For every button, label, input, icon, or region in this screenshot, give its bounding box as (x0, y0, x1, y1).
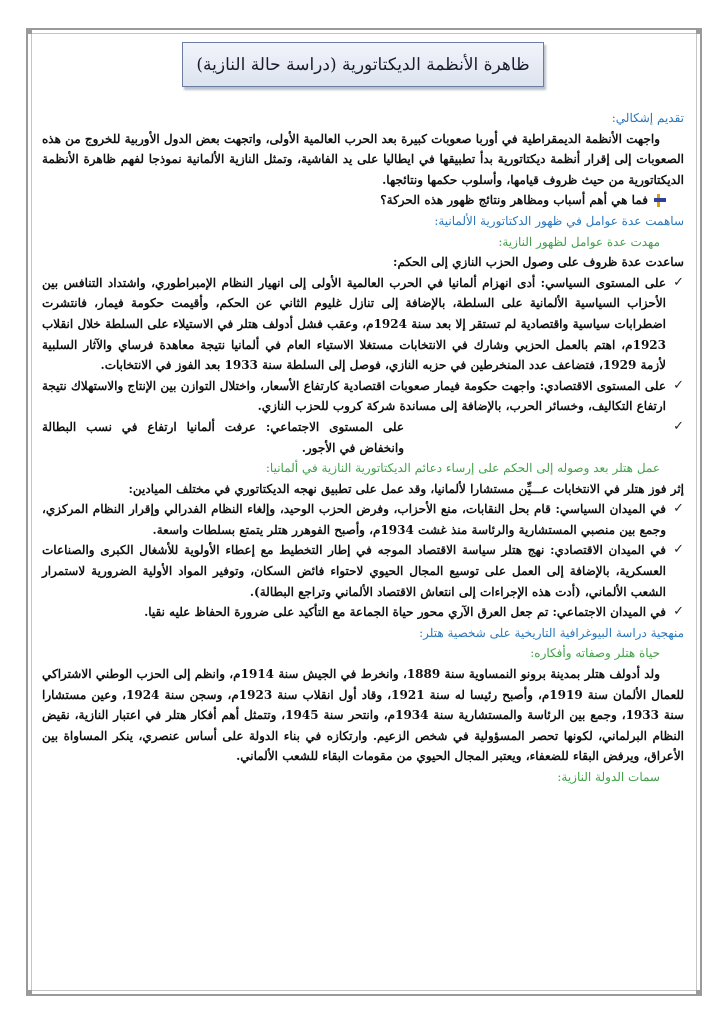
checklist-item: ✓ على المستوى الاقتصادي: واجهت حكومة فيمار صعوبات اقتصادية كارتفاع الأسعار، واختلال التوازن بين الإنتاج والاستهلاك نتيجة ارتفاع التكاليف، وخسائر الحرب، بالإضافة إلى مساندة شركة كروب للحزب النازي. (42, 376, 684, 417)
frame-corner (696, 990, 702, 996)
section1-sub1-lead: ساعدت عدة ظروف على وصول الحزب النازي إلى الحكم: (393, 255, 684, 270)
section1-sub2-lead: إثر فوز هتلر في الانتخابات عـــيِّن مستشارا لألمانيا، وقد عمل على تطبيق نهجه الديكتاتوري في مختلف الميادين: (128, 481, 684, 496)
frame-corner (26, 990, 32, 996)
intro-question (42, 190, 684, 211)
section1-sub1-heading: مهدت عدة عوامل لظهور النازية: (498, 234, 660, 249)
frame-corner (26, 28, 32, 34)
checklist-item: ✓ في الميدان الاجتماعي: تم جعل العرق الآري محور حياة الجماعة مع التأكيد على ضرورة الحفاظ عليه نقيا. (42, 602, 684, 623)
section2-heading: منهجية دراسة البيوغرافية التاريخية على شخصية هتلر: (419, 625, 684, 640)
pin-icon (654, 194, 666, 207)
checklist-item: ✓ في الميدان الاقتصادي: نهج هتلر سياسة الاقتصاد الموجه في إطار التخطيط مع إعطاء الأولوية للأشغال الكبرى والصناعات العسكرية، بالإضافة إلى العمل على توسيع المجال الحيوي لاحتواء فائض السكان، وتوفير المواد الأولية الضرورية لاستمرار الشعب الألماني، (أدت هذه الإجراءات إلى انتعاش الاقتصاد الألماني وتراجع البطالة). (42, 540, 684, 602)
intro-heading: تقديم إشكالي: (611, 111, 684, 125)
biography-paragraph: ولد أدولف هتلر بمدينة برونو النمساوية سنة 1889، وانخرط في الجيش سنة 1914م، وانظم إلى الحزب الوطني الاشتراكي للعمال الألمان سنة 1919م، وأصبح رئيسا له سنة 1921، وقاد أول انقلاب سنة 1923م، وسجن سنة 1924، وعين مستشارا سنة 1933، وجمع بين الرئاسة والمستشارية سنة 1934م، وانتحر سنة 1945، وتتمثل أهم أفكار هتلر في اعتبار النازية، نقيض النظام البرلماني، لكونها تحصر المسؤولية في شخص الزعيم. وارتكازه في بناء الدولة على أساس عنصري، ينكر المساواة بين الأعراق، ويرفض البقاء للضعفاء، ويعتبر المجال الحيوي من مقومات البقاء للشعب الألماني. (42, 667, 685, 764)
section1-sub2-heading: عمل هتلر بعد وصوله إلى الحكم على إرساء دعائم الديكتاتورية النازية في ألمانيا: (265, 461, 660, 476)
section1-heading: ساهمت عدة عوامل في ظهور الدكتاتورية الألمانية: (434, 213, 684, 228)
checklist-item: ✓ على المستوى السياسي: أدى انهزام ألمانيا في الحرب العالمية الأولى إلى انهيار النظام الإمبراطوري، واشتداد التنافس بين الأحزاب السياسية الألمانية على السلطة، بالإضافة إلى تنازل غليوم الثاني عن الحكم، وأقيمت حكومة فيمار، فانتشرت اضطرابات سياسية واقتصادية لم تستقر إلا بعد سنة 1924م، وعقب فشل أدولف هتلر في الاستيلاء على السلطة خلال انقلاب 1923م، اهتم بالعمل الحزبي وشارك في الانتخابات مستغلا الاستياء العام في ألمانيا نتيجة معاهدة فرساي والآثار السلبية لأزمة 1929، فتضاعف عدد المنخرطين في حزبه النازي، فوصل إلى السلطة سنة 1933 بعد الفوز في الانتخابات. (42, 273, 684, 376)
document-body (42, 108, 684, 788)
frame-corner (696, 28, 702, 34)
question-text: فما هي أهم أسباب ومظاهر ونتائج ظهور هذه الحركة؟ (380, 193, 648, 208)
checklist-item: ✓ على المستوى الاجتماعي: عرفت ألمانيا ارتفاع في نسب البطالة وانخفاض في الأجور. (42, 417, 684, 458)
section2-sub1-heading: حياة هتلر وصفاته وأفكاره: (530, 646, 660, 661)
page-title: ظاهرة الأنظمة الديكتاتورية (دراسة حالة النازية) (182, 42, 544, 87)
section2-sub2-heading: سمات الدولة النازية: (557, 770, 660, 784)
intro-paragraph: واجهت الأنظمة الديمقراطية في أوربا صعوبات كبيرة بعد الحرب العالمية الأولى، واتجهت بعض الدول الأوربية للخروج من هذه الصعوبات إلى إقرار أنظمة ديكتاتورية بدأ تطبيقها في ايطاليا على يد الفاشية، وتمثل النازية الألمانية نموذجا لفهم ظاهرة الأنظمة الديكتاتورية من حيث ظروف قيامها، وأسلوب حكمها ونتائجها. (42, 131, 684, 187)
checklist-item: ✓ في الميدان السياسي: قام بحل النقابات، منع الأحزاب، وفرض الحزب الوحيد، وإلغاء النظام الفدرالي وإقرار النظام المركزي، وجمع بين منصبي المستشارية والرئاسة منذ غشت 1934م، وأصبح الفوهرر هتلر يتمتع بسلطات واسعة. (42, 499, 684, 540)
